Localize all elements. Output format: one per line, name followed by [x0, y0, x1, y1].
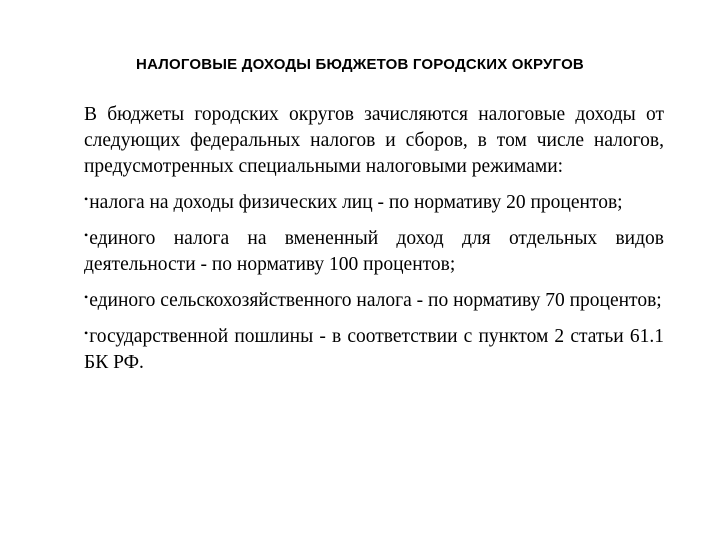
intro-paragraph: В бюджеты городских округов зачисляются налоговые доходы от следующих федеральных налогов и сборов, в том числе налогов, предусмотренных специальными налоговыми режимами: [84, 104, 664, 177]
bullet-text-4: государственной пошлины - в соответствии с пунктом 2 статьи 61.1 БК РФ. [84, 326, 664, 373]
bullet-icon: • [84, 326, 89, 340]
bullet-item-4 [84, 320, 664, 376]
bullet-item-1 [84, 186, 664, 216]
bullet-icon: • [84, 228, 89, 242]
slide-title: НАЛОГОВЫЕ ДОХОДЫ БЮДЖЕТОВ ГОРОДСКИХ ОКРУГОВ [136, 56, 584, 73]
bullet-icon: • [84, 290, 89, 304]
bullet-item-2 [84, 222, 664, 278]
bullet-item-3 [84, 284, 664, 314]
bullet-text-1: налога на доходы физических лиц - по нормативу 20 процентов; [89, 192, 623, 213]
slide-body [84, 102, 664, 382]
bullet-icon: • [84, 192, 89, 206]
bullet-text-3: единого сельскохозяйственного налога - по нормативу 70 процентов; [89, 290, 662, 311]
bullet-text-2: единого налога на вмененный доход для отдельных видов деятельности - по нормативу 100 процентов; [84, 228, 664, 275]
